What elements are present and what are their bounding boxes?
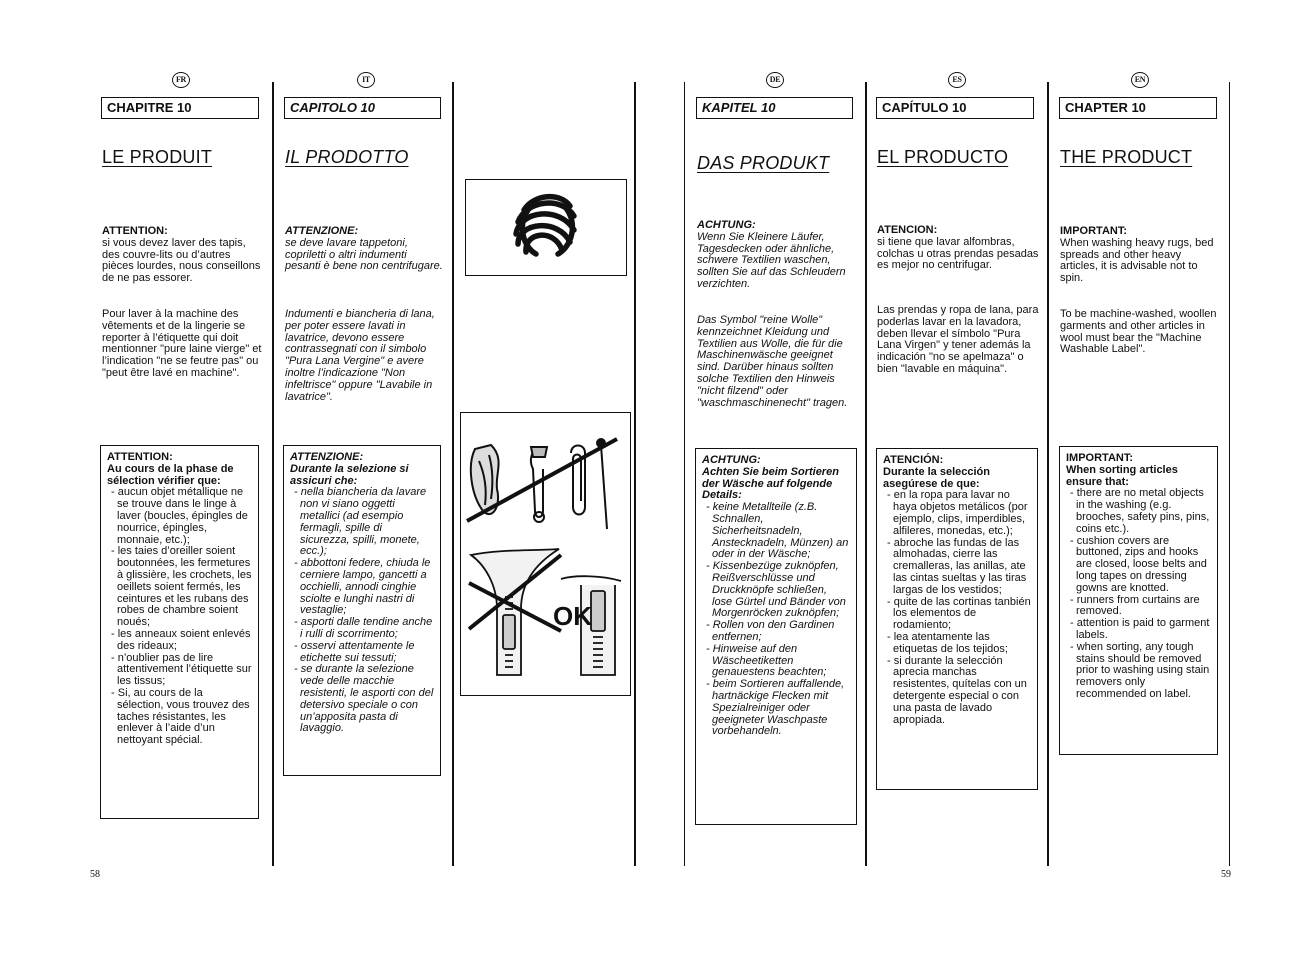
checklist xyxy=(883,490,1031,726)
sorting-checklist-box xyxy=(1059,446,1218,755)
warning-text: Wenn Sie Kleinere Läufer, Tagesdecken oder ähnliche, schwere Textilien waschen, sollten Sie auf das Schleudern verzichten. xyxy=(697,230,846,290)
list-item: - Kissenbezüge zuknöpfen, Reißverschlüsse und Druckknöpfe schließen, lose Gürtel und Bänder von Morgenröcken zuknöpfen; xyxy=(702,561,850,620)
section-title: IL PRODOTTO xyxy=(285,147,409,167)
column-divider xyxy=(1229,82,1230,866)
page-gutter-divider xyxy=(634,82,636,866)
warning-paragraph xyxy=(102,226,262,285)
warning-text: si vous devez laver des tapis, des couvre-lits ou d’autres pièces lourdes, nous conseillons de ne pas essorer. xyxy=(102,236,261,285)
wool-paragraph: Las prendas y ropa de lana, para poderlas lavar en la lavadora, deben llevar el símbolo "Pura Lana Virgen" y tener además la indicación "no se apelmaza" o bien "lavable en máquina". xyxy=(877,304,1039,375)
list-item: - nella biancheria da lavare non vi siano oggetti metallici (ad esempio fermagli, spille di sicurezza, spilli, monete, ecc.); xyxy=(290,487,434,558)
list-item: - n’oublier pas de lire attentivement l’étiquette sur les tissus; xyxy=(107,653,252,688)
column-divider xyxy=(272,82,274,866)
language-badge-de: DE xyxy=(766,72,784,88)
checklist xyxy=(107,487,252,747)
sorting-illustration xyxy=(460,412,631,696)
language-badge-fr: FR xyxy=(172,72,190,88)
box-subheading: Achten Sie beim Sortieren der Wäsche auf folgende Details: xyxy=(702,465,839,502)
checklist xyxy=(1066,488,1211,700)
warning-label: IMPORTANT: xyxy=(1060,225,1128,237)
warning-paragraph xyxy=(285,226,445,273)
checklist xyxy=(290,487,434,735)
column-divider xyxy=(865,82,867,866)
section-title: DAS PRODUKT xyxy=(697,153,830,173)
box-subheading: Durante la selezione si assicuri che: xyxy=(290,462,409,487)
ok-label: OK xyxy=(553,601,592,631)
list-item: - les taies d’oreiller soient boutonnées, les fermetures à glissière, les crochets, les oeillets soient fermés, les ceintures et les rubans des robes de chambre soient noués; xyxy=(107,546,252,629)
box-subheading: Au cours de la phase de sélection vérifier que: xyxy=(107,462,234,487)
box-heading: ATTENZIONE: xyxy=(290,451,364,463)
warning-paragraph xyxy=(697,220,859,291)
page-number-left: 58 xyxy=(90,869,100,880)
box-heading: ATTENTION: xyxy=(107,451,173,463)
sorting-checklist-box xyxy=(876,448,1038,790)
warning-text: si tiene que lavar alfombras, colchas u otras prendas pesadas es mejor no centrifugar. xyxy=(877,235,1039,272)
chapter-heading: CHAPITRE 10 xyxy=(101,97,259,119)
warning-label: ACHTUNG: xyxy=(697,219,756,231)
list-item: - si durante la selección aprecia manchas resistentes, quítelas con un detergente especial o con una pasta de lavado apropiada. xyxy=(883,656,1031,727)
warning-label: ATTENZIONE: xyxy=(285,225,359,237)
language-badge-en: EN xyxy=(1131,72,1149,88)
column-divider xyxy=(452,82,454,866)
list-item: - quite de las cortinas tanbién los elementos de rodamiento; xyxy=(883,597,1031,632)
wool-symbol-figure xyxy=(465,179,627,276)
list-item: - osservi attentamente le etichette sui tessuti; xyxy=(290,641,434,665)
warning-text: se deve lavare tappetoni, copriletti o altri indumenti pesanti è bene non centrifugare. xyxy=(285,236,443,273)
chapter-heading: CAPÍTULO 10 xyxy=(876,97,1034,119)
language-badge-it: IT xyxy=(357,72,375,88)
crossed-out-metal-objects-icon xyxy=(461,425,630,545)
list-item: - en la ropa para lavar no haya objetos metálicos (por ejemplo, clips, imperdibles, alfileres, monedas, etc.); xyxy=(883,490,1031,537)
list-item: - lea atentamente las etiquetas de los tejidos; xyxy=(883,632,1031,656)
sorting-checklist-box xyxy=(695,448,857,825)
list-item: - keine Metallteile (z.B. Schnallen, Sicherheitsnadeln, Anstecknadeln, Münzen) an oder in der Wäsche; xyxy=(702,502,850,561)
wool-paragraph: Das Symbol "reine Wolle" kennzeichnet Kleidung und Textilien aus Wolle, die für die Maschinenwäsche geeignet sind. Darüber hinaus sollten solche Textilien den Hinweis "nicht filzend" oder "waschmaschinenecht" tragen. xyxy=(697,314,848,409)
list-item: - abroche las fundas de las almohadas, cierre las cremalleras, las anillas, ate las cintas sueltas y las tiras largas de los vestidos; xyxy=(883,538,1031,597)
sorting-checklist-box xyxy=(283,445,441,776)
box-heading: ACHTUNG: xyxy=(702,454,761,466)
chapter-heading: KAPITEL 10 xyxy=(696,97,853,119)
zipper-icon xyxy=(461,545,630,685)
column-divider xyxy=(684,82,685,866)
wool-paragraph: To be machine-washed, woollen garments and other articles in wool must bear the "Machine Washable Label". xyxy=(1060,308,1217,356)
column-divider xyxy=(1047,82,1049,866)
list-item: - attention is paid to garment labels. xyxy=(1066,618,1211,642)
wool-paragraph: Pour laver à la machine des vêtements et de la lingerie se reporter à l’étiquette qui doit mentionner "pure laine vierge" et l’indication "ne se feutre pas" ou "peut être lavé en machine". xyxy=(102,308,262,379)
list-item: - Rollen von den Gardinen entfernen; xyxy=(702,620,850,644)
list-item: - Si, au cours de la sélection, vous trouvez des taches résistantes, les enlever à l’aide d’un nettoyant spécial. xyxy=(107,688,252,747)
wool-paragraph: Indumenti e biancheria di lana, per poter essere lavati in lavatrice, devono essere contrassegnati con il simbolo "Pura Lana Vergine" e avere inoltre l’indicazione "Non infeltrisce" oppure "Lavabile in lavatrice". xyxy=(285,308,435,403)
box-heading: ATENCIÓN: xyxy=(883,454,944,466)
list-item: - les anneaux soient enlevés des rideaux; xyxy=(107,629,252,653)
section-title: THE PRODUCT xyxy=(1060,147,1193,167)
list-item: - there are no metal objects in the washing (e.g. brooches, safety pins, pins, coins etc.). xyxy=(1066,488,1211,535)
list-item: - se durante la selezione vede delle macchie resistenti, le asporti con del detersivo speciale o con un’apposita pasta di lavaggio. xyxy=(290,664,434,735)
pure-wool-symbol-icon xyxy=(466,180,626,275)
list-item: - aucun objet métallique ne se trouve dans le linge à laver (boucles, épingles de nourrice, épingles, monnaie, etc.); xyxy=(107,487,252,546)
chapter-heading: CHAPTER 10 xyxy=(1059,97,1217,119)
section-title: LE PRODUIT xyxy=(102,147,213,167)
checklist xyxy=(702,502,850,738)
list-item: - asporti dalle tendine anche i rulli di scorrimento; xyxy=(290,617,434,641)
warning-text: When washing heavy rugs, bed spreads and other heavy articles, it is advisable not to spin. xyxy=(1060,236,1214,285)
warning-paragraph xyxy=(1060,226,1222,285)
language-badge-es: ES xyxy=(948,72,966,88)
box-subheading: Durante la selección asegúrese de que: xyxy=(883,465,990,490)
chapter-heading: CAPITOLO 10 xyxy=(284,97,441,119)
box-heading: IMPORTANT: xyxy=(1066,452,1134,464)
sorting-checklist-box xyxy=(100,445,259,819)
warning-label: ATTENTION: xyxy=(102,225,168,237)
warning-paragraph xyxy=(877,225,1039,272)
section-title: EL PRODUCTO xyxy=(877,147,1009,167)
list-item: - Hinweise auf den Wäscheetiketten genauestens beachten; xyxy=(702,644,850,679)
list-item: - runners from curtains are removed. xyxy=(1066,595,1211,619)
box-subheading: When sorting articles ensure that: xyxy=(1066,463,1178,488)
page-number-right: 59 xyxy=(1221,869,1231,880)
list-item: - cushion covers are buttoned, zips and hooks are closed, loose belts and long tapes on dressing gowns are knotted. xyxy=(1066,536,1211,595)
list-item: - abbottoni federe, chiuda le cerniere lampo, gancetti a occhielli, annodi cinghie sciolte e lunghi nastri di vestaglie; xyxy=(290,558,434,617)
list-item: - when sorting, any tough stains should be removed prior to washing using stain removers only recommended on label. xyxy=(1066,642,1211,701)
list-item: - beim Sortieren auffallende, hartnäckige Flecken mit Spezialreiniger oder geeigneter Waschpaste vorbehandeln. xyxy=(702,679,850,738)
warning-label: ATENCION: xyxy=(877,224,938,236)
